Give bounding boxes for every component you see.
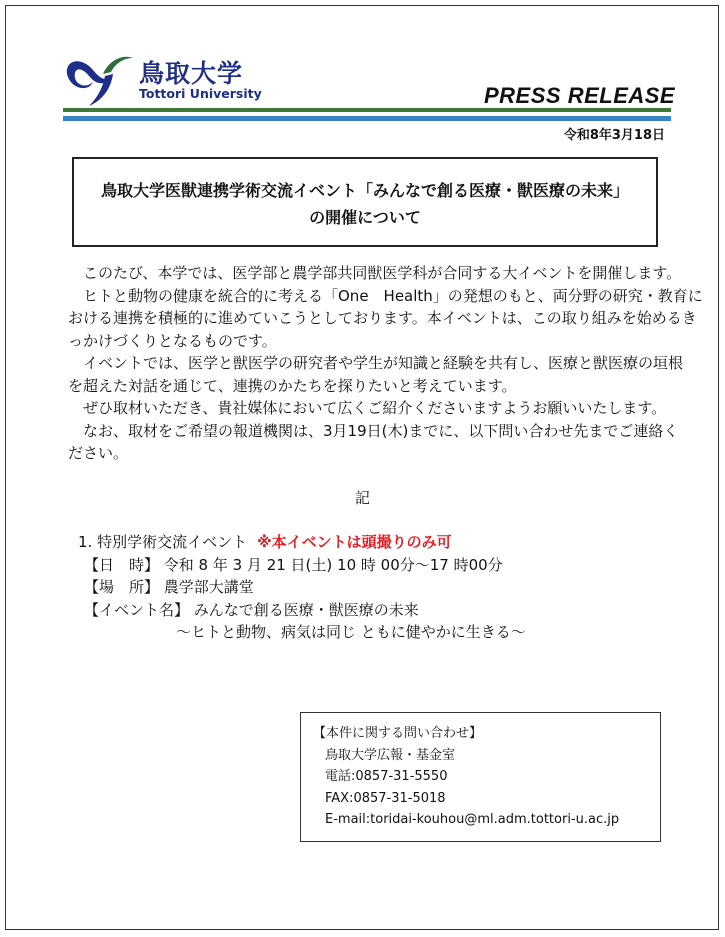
ki-marker: 記 — [355, 489, 371, 507]
body-line: っかけづくりとなるものです。 — [68, 331, 277, 350]
event-datetime: 【日 時】 令和 8 年 3 月 21 日(土) 10 時 00分～17 時00分 — [84, 555, 503, 574]
event-heading: 1. 特別学術交流イベント — [78, 533, 248, 551]
logo-text-jp: 鳥取大学 — [139, 59, 244, 88]
event-subtitle: ～ヒトと動物、病気は同じ ともに健やかに生きる～ — [176, 623, 526, 641]
body-line: ださい。 — [68, 444, 129, 462]
event-name: 【イベント名】 みんなで創る医療・獣医療の未来 — [84, 600, 419, 619]
release-date: 令和8年3月18日 — [563, 128, 665, 143]
contact-heading: 【本件に関する問い合わせ】 — [313, 726, 483, 741]
title-box — [72, 157, 658, 247]
contact-phone: 電話:0857-31-5550 — [325, 769, 448, 784]
body-line: このたび、本学では、医学部と農学部共同獣医学科が合同する大イベントを開催します。 — [68, 264, 682, 282]
event-place: 【場 所】 農学部大講堂 — [84, 578, 254, 596]
header-divider-green — [63, 108, 671, 112]
body-line: なお、取材をご希望の報道機関は、3月19日(木)までに、以下問い合わせ先までご連絡く — [68, 421, 679, 440]
university-logo — [63, 52, 262, 108]
body-line: イベントでは、医学と獣医学の研究者や学生が知識と経験を共有し、医療と獣医療の垣根 — [68, 354, 684, 372]
body-line: ぜひ取材いただき、貴社媒体において広くご紹介くださいますようお願いいたします。 — [68, 399, 667, 417]
contact-fax: FAX:0857-31-5018 — [325, 790, 446, 806]
body-text — [68, 262, 703, 465]
press-release-label: PRESS RELEASE — [484, 83, 676, 108]
title-line-2: の開催について — [309, 208, 421, 227]
contact-box — [300, 712, 661, 842]
body-line: ヒトと動物の健康を統合的に考える「One Health」の発想のもと、両分野の研究・教育に — [68, 286, 703, 305]
body-line: おける連携を積極的に進めていこうとしております。本イベントは、この取り組みを始めるき — [68, 309, 697, 327]
logo-mark-icon — [63, 52, 135, 108]
contact-office: 鳥取大学広報・基金室 — [325, 747, 456, 763]
body-line: を超えた対話を通じて、連携のかたちを探りたいと考えています。 — [68, 376, 517, 395]
logo-text-en: Tottori University — [139, 86, 262, 101]
event-notice: ※本イベントは頭撮りのみ可 — [257, 533, 452, 551]
title-line-1: 鳥取大学医獣連携学術交流イベント「みんなで創る医療・獣医療の未来」 — [100, 181, 629, 200]
event-details — [78, 531, 526, 644]
header-divider-blue — [63, 116, 671, 121]
contact-email[interactable]: E-mail:toridai-kouhou@ml.adm.tottori-u.ac.jp — [325, 812, 620, 827]
